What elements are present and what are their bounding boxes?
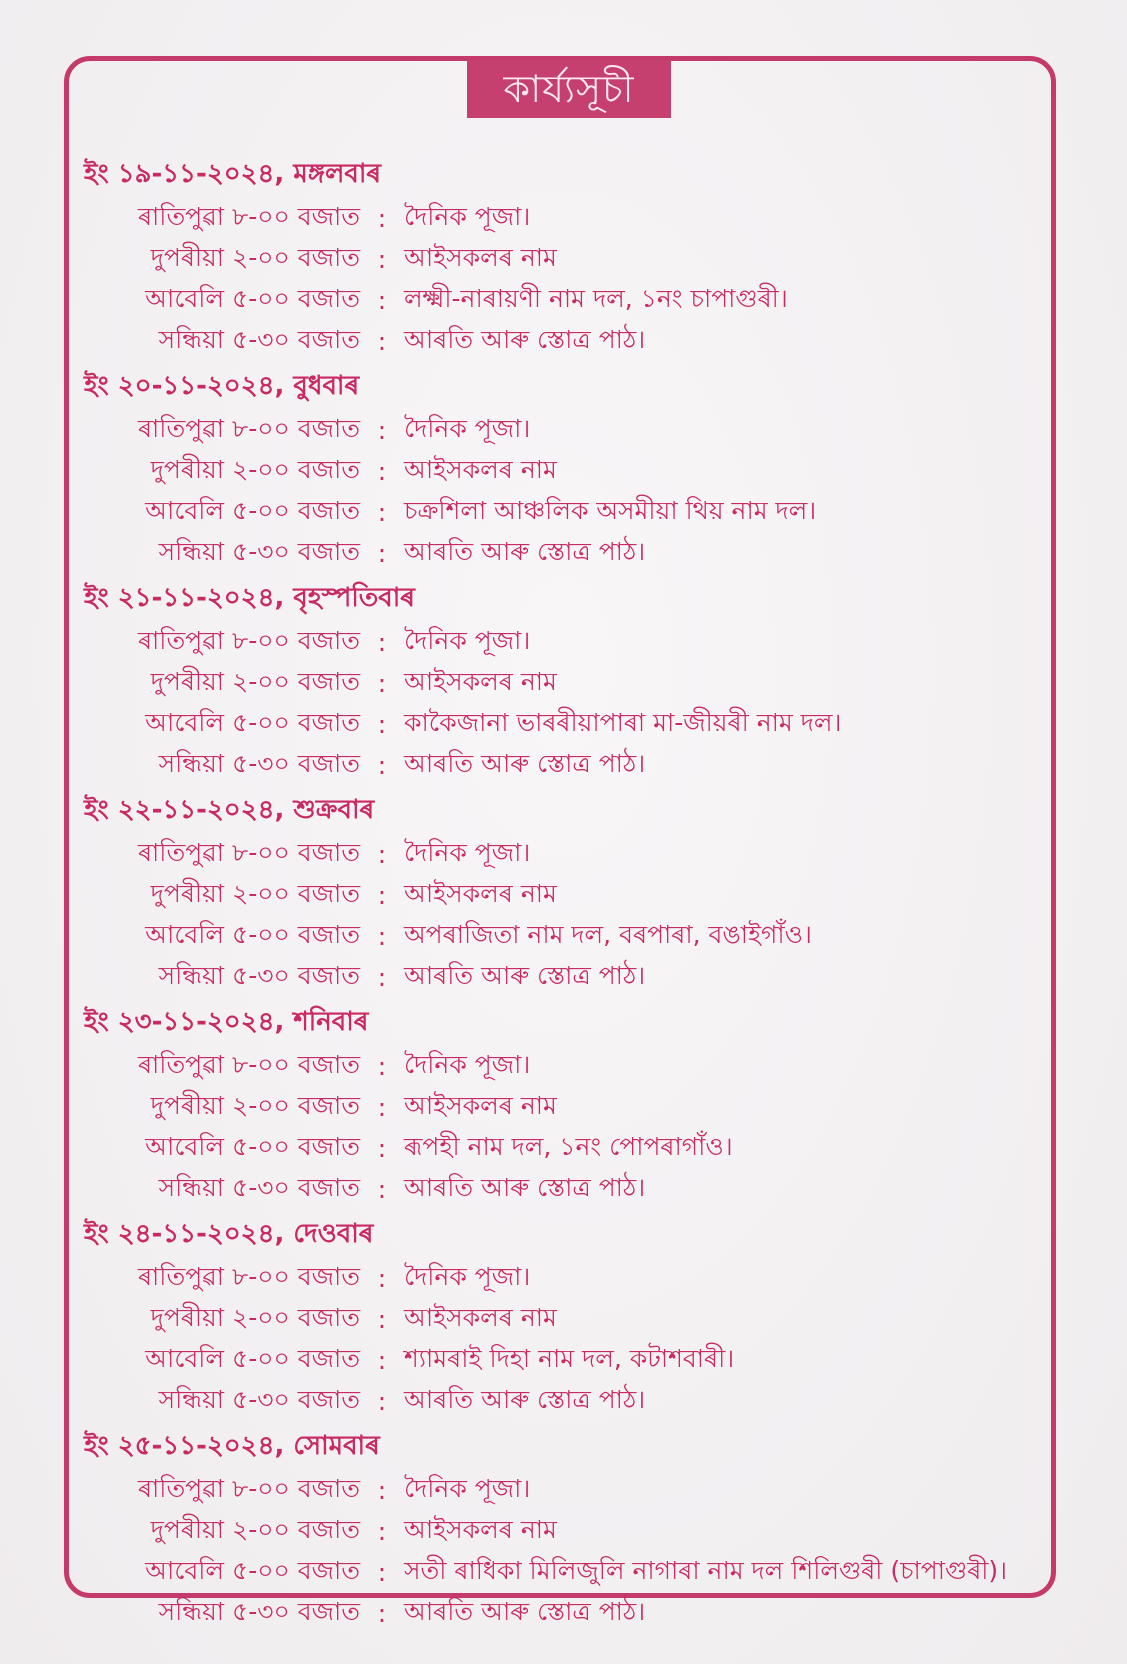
event-description: লক্ষ্মী-নাৰায়ণী নাম দল, ১নং চাপাগুৰী। — [404, 284, 788, 313]
event-description: শ্যামৰাই দিহা নাম দল, কটাশবাৰী। — [404, 1344, 735, 1373]
separator-colon: : — [377, 1387, 387, 1416]
event-description: দৈনিক পূজা। — [404, 626, 531, 655]
schedule-row — [84, 410, 1044, 451]
event-time: সন্ধিয়া ৫-৩০ বজাত — [158, 1173, 360, 1202]
schedule-row — [84, 321, 1044, 362]
event-description: আইসকলৰ নাম — [404, 243, 557, 272]
schedule-row — [84, 239, 1044, 280]
separator-colon: : — [377, 628, 387, 657]
separator-colon: : — [377, 881, 387, 910]
separator-colon: : — [377, 498, 387, 527]
event-description: সতী ৰাধিকা মিলিজুলি নাগাৰা নাম দল শিলিগুৰী (চাপাগুৰী)। — [404, 1556, 1008, 1585]
separator-colon: : — [377, 1305, 387, 1334]
separator-colon: : — [377, 1346, 387, 1375]
schedule-row — [84, 1299, 1044, 1340]
schedule-row — [84, 1552, 1044, 1593]
separator-colon: : — [377, 245, 387, 274]
event-description: ৰূপহী নাম দল, ১নং পোপৰাগাঁও। — [404, 1132, 733, 1161]
separator-colon: : — [377, 1517, 387, 1546]
separator-colon: : — [377, 922, 387, 951]
schedule-row — [84, 451, 1044, 492]
event-description: দৈনিক পূজা। — [404, 202, 531, 231]
separator-colon: : — [377, 539, 387, 568]
schedule-list — [84, 150, 1044, 1634]
event-time: সন্ধিয়া ৫-৩০ বজাত — [158, 749, 360, 778]
schedule-row — [84, 492, 1044, 533]
separator-colon: : — [377, 327, 387, 356]
schedule-row — [84, 198, 1044, 239]
schedule-row — [84, 1046, 1044, 1087]
separator-colon: : — [377, 710, 387, 739]
event-time: আবেলি ৫-০০ বজাত — [145, 284, 360, 313]
event-description: আইসকলৰ নাম — [404, 1091, 557, 1120]
schedule-row — [84, 745, 1044, 786]
event-time: সন্ধিয়া ৫-৩০ বজাত — [158, 1597, 360, 1626]
schedule-row — [84, 916, 1044, 957]
schedule-row — [84, 834, 1044, 875]
schedule-row — [84, 663, 1044, 704]
schedule-row — [84, 1511, 1044, 1552]
schedule-row — [84, 875, 1044, 916]
event-description: অপৰাজিতা নাম দল, বৰপাৰা, বঙাইগাঁও। — [404, 920, 812, 949]
event-description: আৰতি আৰু স্তোত্ৰ পাঠ। — [404, 1173, 646, 1202]
day-block — [84, 574, 1044, 786]
event-description: দৈনিক পূজা। — [404, 1474, 531, 1503]
separator-colon: : — [377, 669, 387, 698]
event-time: আবেলি ৫-০০ বজাত — [145, 1344, 360, 1373]
event-description: আৰতি আৰু স্তোত্ৰ পাঠ। — [404, 1597, 646, 1626]
event-time: ৰাতিপুৱা ৮-০০ বজাত — [137, 1050, 360, 1079]
day-block — [84, 362, 1044, 574]
day-date-header: ইং ২৪-১১-২০২৪, দেওবাৰ — [84, 1219, 374, 1249]
event-time: ৰাতিপুৱা ৮-০০ বজাত — [137, 202, 360, 231]
schedule-row — [84, 1470, 1044, 1511]
event-time: আবেলি ৫-০০ বজাত — [145, 1132, 360, 1161]
separator-colon: : — [377, 286, 387, 315]
day-block — [84, 1210, 1044, 1422]
day-date-header: ইং ২৫-১১-২০২৪, সোমবাৰ — [84, 1431, 380, 1461]
event-time: আবেলি ৫-০০ বজাত — [145, 920, 360, 949]
event-description: দৈনিক পূজা। — [404, 1262, 531, 1291]
event-time: সন্ধিয়া ৫-৩০ বজাত — [158, 1385, 360, 1414]
separator-colon: : — [377, 1558, 387, 1587]
event-time: ৰাতিপুৱা ৮-০০ বজাত — [137, 1474, 360, 1503]
separator-colon: : — [377, 1476, 387, 1505]
event-description: আৰতি আৰু স্তোত্ৰ পাঠ। — [404, 537, 646, 566]
event-description: চক্ৰশিলা আঞ্চলিক অসমীয়া থিয় নাম দল। — [404, 496, 817, 525]
event-description: দৈনিক পূজা। — [404, 838, 531, 867]
event-time: দুপৰীয়া ২-০০ বজাত — [150, 243, 360, 272]
event-time: দুপৰীয়া ২-০০ বজাত — [150, 879, 360, 908]
event-description: আইসকলৰ নাম — [404, 455, 557, 484]
separator-colon: : — [377, 1264, 387, 1293]
separator-colon: : — [377, 204, 387, 233]
schedule-row — [84, 704, 1044, 745]
event-time: দুপৰীয়া ২-০০ বজাত — [150, 455, 360, 484]
event-time: সন্ধিয়া ৫-৩০ বজাত — [158, 537, 360, 566]
separator-colon: : — [377, 1093, 387, 1122]
separator-colon: : — [377, 840, 387, 869]
event-description: আৰতি আৰু স্তোত্ৰ পাঠ। — [404, 961, 646, 990]
separator-colon: : — [377, 457, 387, 486]
event-description: আইসকলৰ নাম — [404, 879, 557, 908]
day-block — [84, 150, 1044, 362]
separator-colon: : — [377, 1052, 387, 1081]
event-description: আৰতি আৰু স্তোত্ৰ পাঠ। — [404, 325, 646, 354]
day-date-header: ইং ১৯-১১-২০২৪, মঙ্গলবাৰ — [84, 159, 382, 189]
day-block — [84, 998, 1044, 1210]
event-time: ৰাতিপুৱা ৮-০০ বজাত — [137, 838, 360, 867]
day-date-header: ইং ২০-১১-২০২৪, বুধবাৰ — [84, 371, 360, 401]
schedule-row — [84, 533, 1044, 574]
separator-colon: : — [377, 963, 387, 992]
event-time: আবেলি ৫-০০ বজাত — [145, 1556, 360, 1585]
event-description: দৈনিক পূজা। — [404, 1050, 531, 1079]
schedule-title: কাৰ্য্যসূচী — [467, 60, 671, 118]
event-description: আইসকলৰ নাম — [404, 1303, 557, 1332]
day-date-header: ইং ২৩-১১-২০২৪, শনিবাৰ — [84, 1007, 369, 1037]
event-time: ৰাতিপুৱা ৮-০০ বজাত — [137, 1262, 360, 1291]
day-date-header: ইং ২২-১১-২০২৪, শুক্ৰবাৰ — [84, 795, 375, 825]
schedule-row — [84, 1593, 1044, 1634]
separator-colon: : — [377, 751, 387, 780]
event-description: আইসকলৰ নাম — [404, 1515, 557, 1544]
event-time: ৰাতিপুৱা ৮-০০ বজাত — [137, 414, 360, 443]
schedule-row — [84, 622, 1044, 663]
event-time: দুপৰীয়া ২-০০ বজাত — [150, 667, 360, 696]
separator-colon: : — [377, 1175, 387, 1204]
separator-colon: : — [377, 1599, 387, 1628]
separator-colon: : — [377, 416, 387, 445]
schedule-row — [84, 280, 1044, 321]
event-time: দুপৰীয়া ২-০০ বজাত — [150, 1091, 360, 1120]
day-block — [84, 1422, 1044, 1634]
event-time: দুপৰীয়া ২-০০ বজাত — [150, 1515, 360, 1544]
event-time: ৰাতিপুৱা ৮-০০ বজাত — [137, 626, 360, 655]
day-date-header: ইং ২১-১১-২০২৪, বৃহস্পতিবাৰ — [84, 583, 415, 613]
event-time: সন্ধিয়া ৫-৩০ বজাত — [158, 325, 360, 354]
separator-colon: : — [377, 1134, 387, 1163]
schedule-row — [84, 1169, 1044, 1210]
event-time: সন্ধিয়া ৫-৩০ বজাত — [158, 961, 360, 990]
event-description: দৈনিক পূজা। — [404, 414, 531, 443]
event-description: কাকৈজানা ভাৰৰীয়াপাৰা মা-জীয়ৰী নাম দল। — [404, 708, 842, 737]
event-time: দুপৰীয়া ২-০০ বজাত — [150, 1303, 360, 1332]
schedule-row — [84, 1128, 1044, 1169]
schedule-row — [84, 1381, 1044, 1422]
day-block — [84, 786, 1044, 998]
schedule-row — [84, 957, 1044, 998]
event-time: আবেলি ৫-০০ বজাত — [145, 496, 360, 525]
schedule-row — [84, 1087, 1044, 1128]
event-description: আৰতি আৰু স্তোত্ৰ পাঠ। — [404, 749, 646, 778]
schedule-row — [84, 1340, 1044, 1381]
event-description: আৰতি আৰু স্তোত্ৰ পাঠ। — [404, 1385, 646, 1414]
event-time: আবেলি ৫-০০ বজাত — [145, 708, 360, 737]
schedule-row — [84, 1258, 1044, 1299]
event-description: আইসকলৰ নাম — [404, 667, 557, 696]
